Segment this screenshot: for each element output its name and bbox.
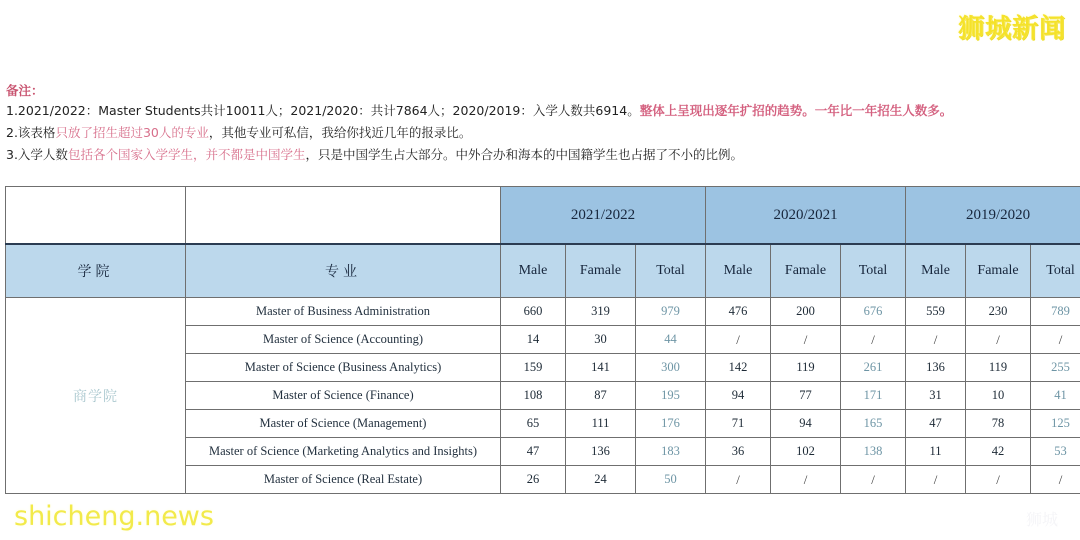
value-cell: 47 bbox=[906, 410, 966, 438]
value-cell: / bbox=[706, 466, 771, 494]
value-cell: 77 bbox=[771, 382, 841, 410]
header-total-2021: Total bbox=[636, 244, 706, 298]
value-cell: 71 bbox=[706, 410, 771, 438]
value-cell: 136 bbox=[906, 354, 966, 382]
value-cell: 119 bbox=[771, 354, 841, 382]
watermark-top-right: 狮城新闻 bbox=[957, 14, 1066, 44]
value-cell: 87 bbox=[566, 382, 636, 410]
value-cell: 53 bbox=[1031, 438, 1080, 466]
value-cell: 94 bbox=[706, 382, 771, 410]
value-cell: 78 bbox=[966, 410, 1031, 438]
note-line-2-highlight: 只放了招生超过30人的专业 bbox=[55, 125, 209, 140]
value-cell: 176 bbox=[636, 410, 706, 438]
value-cell: / bbox=[771, 326, 841, 354]
value-cell: 171 bbox=[841, 382, 906, 410]
note-line-1-highlight: 整体上呈现出逐年扩招的趋势。一年比一年招生人数多。 bbox=[639, 103, 953, 118]
header-blank-faculty bbox=[6, 187, 186, 245]
enrollment-table-wrapper bbox=[5, 186, 1075, 494]
value-cell: 142 bbox=[706, 354, 771, 382]
note-line-3-highlight: 包括各个国家入学学生，并不都是中国学生 bbox=[67, 147, 306, 162]
value-cell: 108 bbox=[501, 382, 566, 410]
value-cell: 141 bbox=[566, 354, 636, 382]
value-cell: 476 bbox=[706, 298, 771, 326]
value-cell: 11 bbox=[906, 438, 966, 466]
major-cell: Master of Science (Management) bbox=[186, 410, 501, 438]
value-cell: 789 bbox=[1031, 298, 1080, 326]
value-cell: 183 bbox=[636, 438, 706, 466]
value-cell: 979 bbox=[636, 298, 706, 326]
value-cell: 159 bbox=[501, 354, 566, 382]
value-cell: / bbox=[706, 326, 771, 354]
header-major: 专业 bbox=[186, 244, 501, 298]
notes-block bbox=[6, 82, 1074, 166]
table-header-row-years bbox=[6, 187, 1080, 245]
value-cell: 165 bbox=[841, 410, 906, 438]
enrollment-table bbox=[5, 186, 1080, 494]
value-cell: 42 bbox=[966, 438, 1031, 466]
header-famale-2021: Famale bbox=[566, 244, 636, 298]
value-cell: 676 bbox=[841, 298, 906, 326]
header-faculty: 学院 bbox=[6, 244, 186, 298]
note-line-2-text-a: 2.该表格 bbox=[6, 125, 56, 140]
value-cell: / bbox=[1031, 326, 1080, 354]
header-male-2020: Male bbox=[706, 244, 771, 298]
value-cell: / bbox=[771, 466, 841, 494]
faculty-cell: 商学院 bbox=[6, 298, 186, 494]
value-cell: 44 bbox=[636, 326, 706, 354]
header-male-2021: Male bbox=[501, 244, 566, 298]
value-cell: 102 bbox=[771, 438, 841, 466]
value-cell: 195 bbox=[636, 382, 706, 410]
value-cell: 136 bbox=[566, 438, 636, 466]
major-cell: Master of Science (Accounting) bbox=[186, 326, 501, 354]
header-total-2020: Total bbox=[841, 244, 906, 298]
value-cell: 24 bbox=[566, 466, 636, 494]
table-header-row-subheaders bbox=[6, 244, 1080, 298]
header-year-2019-2020: 2019/2020 bbox=[906, 187, 1080, 245]
header-year-2021-2022: 2021/2022 bbox=[501, 187, 706, 245]
major-cell: Master of Science (Real Estate) bbox=[186, 466, 501, 494]
header-famale-2020: Famale bbox=[771, 244, 841, 298]
value-cell: 50 bbox=[636, 466, 706, 494]
note-line-1-text: 1.2021/2022：Master Students共计10011人；2021/2020：共计7864人；2020/2019：入学人数共6914。 bbox=[6, 103, 640, 118]
note-line-3-text-b: ，只是中国学生占大部分。中外合办和海本的中国籍学生也占据了不小的比例。 bbox=[305, 147, 743, 162]
value-cell: / bbox=[906, 326, 966, 354]
value-cell: 660 bbox=[501, 298, 566, 326]
watermark-bottom-right-faint: 狮城 bbox=[1025, 510, 1058, 529]
value-cell: 261 bbox=[841, 354, 906, 382]
value-cell: / bbox=[906, 466, 966, 494]
value-cell: 94 bbox=[771, 410, 841, 438]
table-body bbox=[6, 298, 1080, 494]
value-cell: 31 bbox=[906, 382, 966, 410]
value-cell: / bbox=[841, 326, 906, 354]
value-cell: 26 bbox=[501, 466, 566, 494]
notes-title: 备注： bbox=[6, 83, 44, 98]
value-cell: 255 bbox=[1031, 354, 1080, 382]
value-cell: 559 bbox=[906, 298, 966, 326]
value-cell: / bbox=[841, 466, 906, 494]
value-cell: 125 bbox=[1031, 410, 1080, 438]
value-cell: 230 bbox=[966, 298, 1031, 326]
major-cell: Master of Science (Marketing Analytics and Insights) bbox=[186, 438, 501, 466]
note-line-3-text-a: 3.入学人数 bbox=[6, 147, 68, 162]
value-cell: 138 bbox=[841, 438, 906, 466]
value-cell: 41 bbox=[1031, 382, 1080, 410]
header-blank-major bbox=[186, 187, 501, 245]
value-cell: / bbox=[1031, 466, 1080, 494]
value-cell: 65 bbox=[501, 410, 566, 438]
value-cell: 319 bbox=[566, 298, 636, 326]
watermark-bottom-left: shicheng.news bbox=[14, 501, 214, 532]
value-cell: / bbox=[966, 466, 1031, 494]
value-cell: 200 bbox=[771, 298, 841, 326]
note-line-2-text-b: ，其他专业可私信，我给你找近几年的报录比。 bbox=[208, 125, 472, 140]
major-cell: Master of Business Administration bbox=[186, 298, 501, 326]
value-cell: 119 bbox=[966, 354, 1031, 382]
value-cell: 47 bbox=[501, 438, 566, 466]
note-line-3 bbox=[6, 144, 1074, 166]
table-row bbox=[6, 298, 1080, 326]
header-year-2020-2021: 2020/2021 bbox=[706, 187, 906, 245]
value-cell: 36 bbox=[706, 438, 771, 466]
major-cell: Master of Science (Business Analytics) bbox=[186, 354, 501, 382]
note-line-2 bbox=[6, 122, 1074, 144]
header-male-2019: Male bbox=[906, 244, 966, 298]
header-famale-2019: Famale bbox=[966, 244, 1031, 298]
note-line-1 bbox=[6, 100, 1074, 122]
value-cell: 14 bbox=[501, 326, 566, 354]
value-cell: 300 bbox=[636, 354, 706, 382]
value-cell: 10 bbox=[966, 382, 1031, 410]
value-cell: / bbox=[966, 326, 1031, 354]
header-total-2019: Total bbox=[1031, 244, 1080, 298]
major-cell: Master of Science (Finance) bbox=[186, 382, 501, 410]
value-cell: 30 bbox=[566, 326, 636, 354]
value-cell: 111 bbox=[566, 410, 636, 438]
